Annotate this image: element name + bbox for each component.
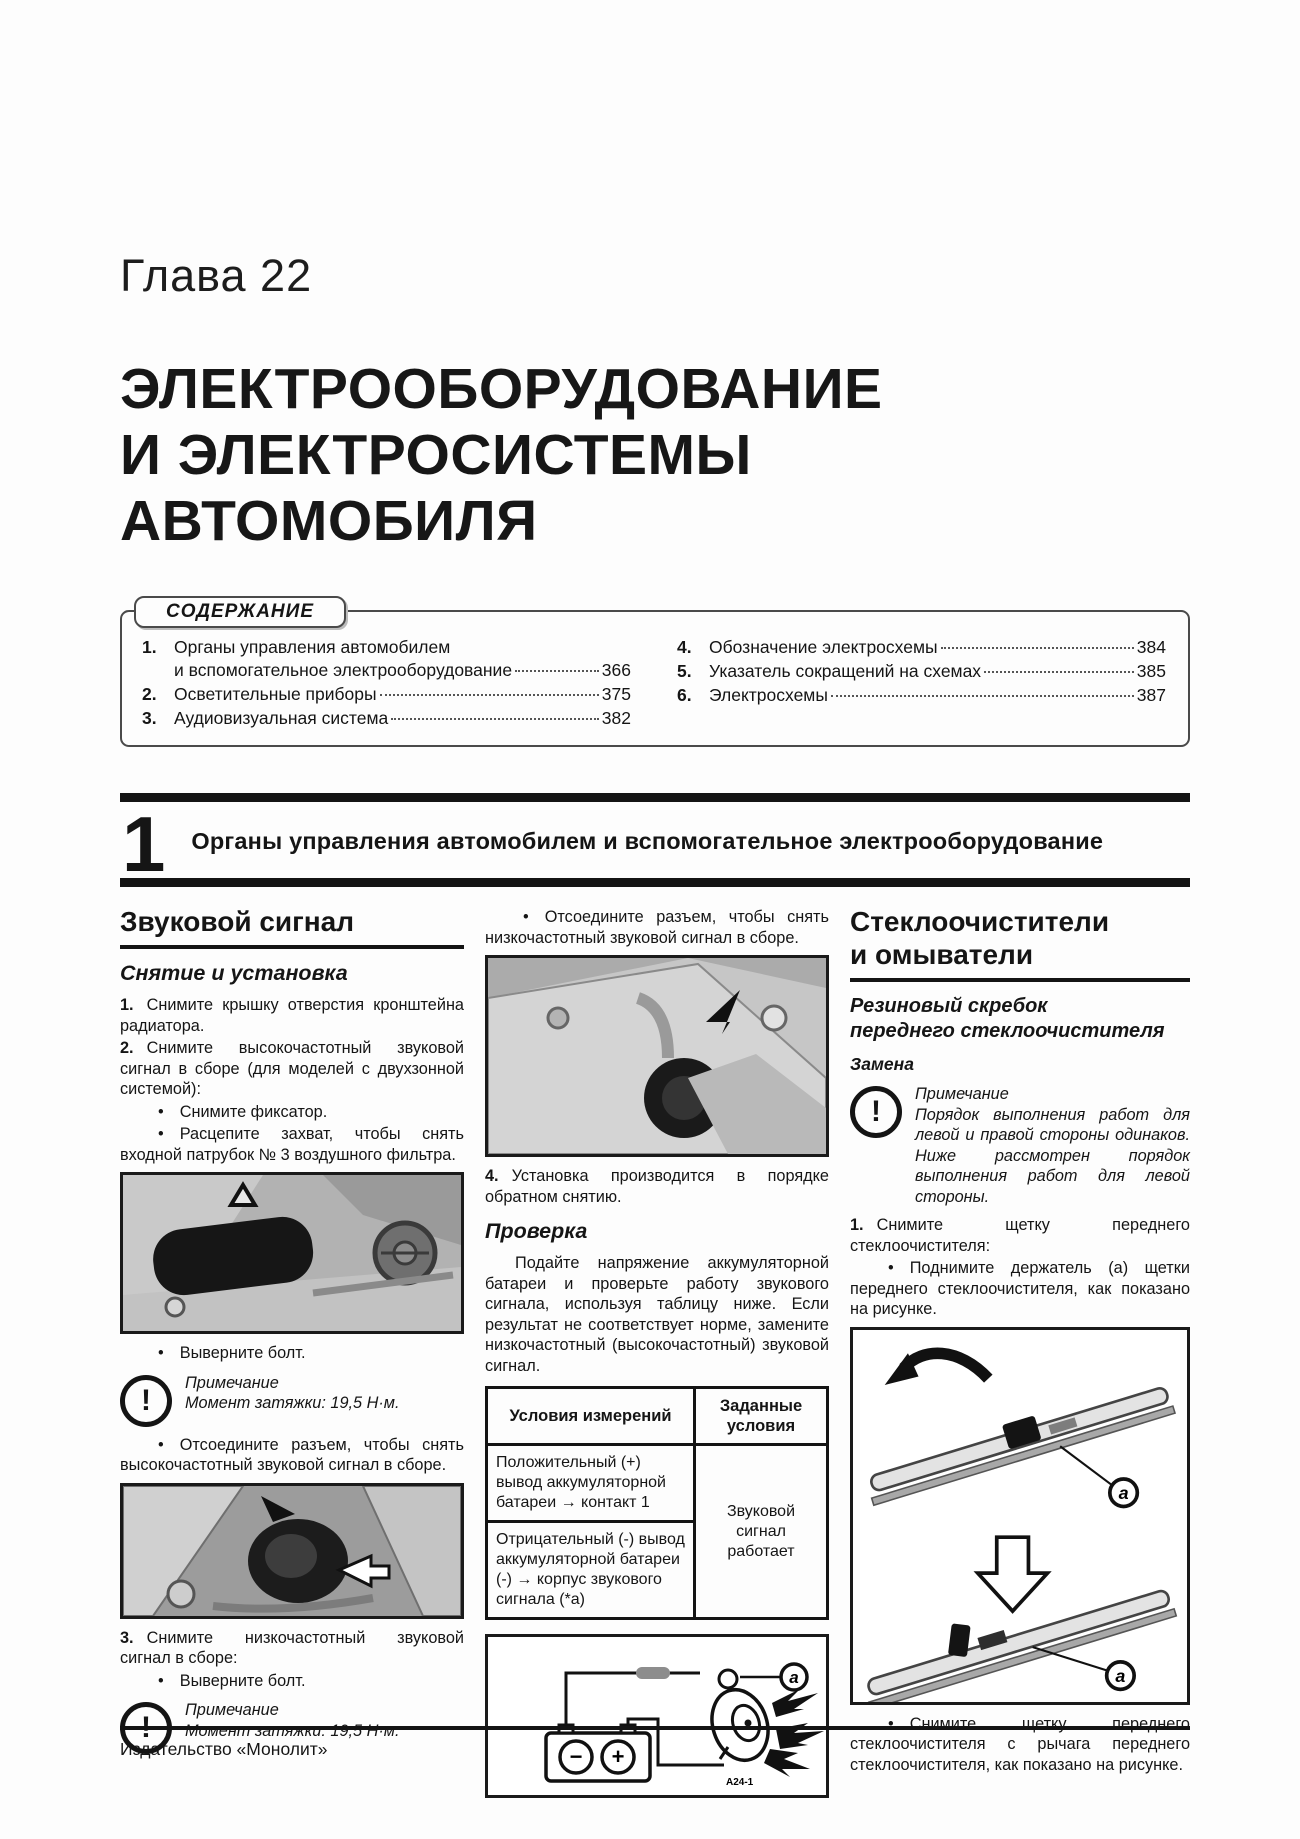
toc-entry-page: 385 — [1136, 661, 1166, 681]
bullet-item — [120, 1343, 464, 1364]
bullet-icon: • — [158, 1344, 164, 1362]
note-title: Примечание — [185, 1373, 279, 1392]
toc-box — [120, 601, 1190, 747]
subheading-line2: переднего стеклоочистителя — [850, 1020, 1165, 1042]
toc-entry — [677, 684, 1166, 707]
exclamation-icon: ! — [850, 1086, 902, 1138]
step-text: Снимите щетку переднего стеклоочистителя: — [850, 1216, 1190, 1255]
note-text: Момент затяжки: 19,5 Н·м. — [185, 1721, 400, 1740]
step-text: Установка производится в порядке обратном снятию. — [485, 1167, 829, 1206]
bullet-item — [850, 1258, 1190, 1320]
chapter-title-line3: АВТОМОБИЛЯ — [120, 489, 538, 553]
subheading-check: Проверка — [485, 1219, 588, 1243]
dotted-leader — [391, 718, 599, 720]
topic-heading-line1: Стеклоочистители — [850, 906, 1110, 937]
subheading-removal-installation: Снятие и установка — [120, 961, 348, 985]
bullet-text: Снимите фиксатор. — [179, 1102, 328, 1121]
bullet-item — [120, 1671, 464, 1692]
bullet-item — [120, 1102, 464, 1123]
bolt — [762, 1006, 786, 1030]
toc-entry-number: 6. — [677, 685, 692, 705]
note-block — [120, 1373, 464, 1427]
toc-entry — [142, 683, 631, 706]
section-title: Органы управления автомобилем и вспомогательное электрооборудование — [191, 827, 1104, 854]
page-footer — [120, 1726, 1190, 1760]
label-a: a — [1115, 1665, 1126, 1686]
table-cell-negative: Отрицательный (-) вывод аккумуляторной батареи (-) → корпус звукового сигнала (*а) — [487, 1522, 695, 1619]
toc-columns — [142, 636, 1166, 731]
bolt — [166, 1298, 184, 1316]
bullet-icon: • — [158, 1125, 164, 1143]
body-paragraph: Подайте напряжение аккумуляторной батареи и проверьте работу звукового сигнала, используя таблицу ниже. Если результат не соответствует норме, замените низкочастотный (высокочастотный) звуковой сигнал. — [485, 1254, 829, 1375]
dotted-leader — [941, 647, 1134, 649]
toc-entry-text: Обозначение электросхемы — [709, 637, 938, 657]
column-left — [120, 901, 464, 1807]
bullet-item — [120, 1124, 464, 1165]
step-text: Снимите низкочастотный звуковой сигнал в сборе: — [120, 1628, 464, 1667]
bullet-icon: • — [158, 1435, 164, 1454]
bullet-text: Снимите щетку переднего стеклоочистителя с рычага переднего стеклоочистителя, как показано на рисунке. — [850, 1714, 1190, 1774]
toc-entry — [142, 707, 631, 730]
table-header-target: Заданные условия — [695, 1388, 828, 1445]
toc-entry-text: Органы управления автомобилем — [174, 637, 451, 657]
column-middle — [485, 901, 829, 1807]
bolt — [168, 1581, 194, 1607]
exclamation-icon: ! — [120, 1375, 172, 1427]
dotted-leader — [831, 695, 1134, 697]
bullet-text: Расцепите захват, чтобы снять входной патрубок № 3 воздушного фильтра. — [120, 1125, 464, 1164]
photo-engine-bay — [120, 1172, 464, 1334]
toc-entry-body — [174, 636, 631, 682]
toc-entry — [677, 636, 1166, 659]
step-paragraph — [485, 1166, 829, 1207]
table-row — [487, 1445, 828, 1522]
note-title: Примечание — [185, 1701, 279, 1719]
step-paragraph — [120, 995, 464, 1036]
topic-heading-wipers — [850, 905, 1190, 982]
step-number: 1. — [850, 1216, 864, 1234]
photo-horn-on-body — [485, 955, 829, 1157]
table-header-conditions: Условия измерений — [487, 1388, 695, 1445]
toc-entry-number: 4. — [677, 637, 692, 657]
toc-entry-page: 387 — [1136, 685, 1166, 705]
toc-header: СОДЕРЖАНИЕ — [134, 596, 346, 628]
toc-entry-text: Электросхемы — [709, 685, 828, 705]
bullet-text: Отсоедините разъем, чтобы снять низкочастотный звуковой сигнал в сборе. — [485, 908, 829, 947]
bullet-text: Отсоедините разъем, чтобы снять высокочастотный звуковой сигнал в сборе. — [120, 1435, 464, 1474]
dotted-leader — [380, 694, 599, 696]
step-text: Снимите высокочастотный звуковой сигнал в сборе (для моделей с двухзонной системой): — [120, 1039, 464, 1098]
toc-entry-text: и вспомогательное электрооборудование — [174, 660, 513, 680]
measurement-table — [485, 1386, 829, 1620]
bullet-icon: • — [158, 1671, 164, 1690]
toc-entry-page: 366 — [601, 660, 631, 680]
toc-entry-page: 384 — [1136, 637, 1166, 657]
step-paragraph — [120, 1038, 464, 1100]
battery-plus-label: + — [611, 1744, 625, 1769]
inline-connector — [636, 1667, 670, 1679]
chapter-label: Глава 22 — [120, 250, 313, 301]
toc-column-left — [142, 636, 631, 731]
bullet-icon: • — [523, 908, 529, 926]
step-paragraph — [120, 1628, 464, 1669]
subheading-line1: Резиновый скребок — [850, 995, 1048, 1017]
horn-test-circuit-diagram — [485, 1634, 829, 1798]
note-text: Момент затяжки: 19,5 Н·м. — [185, 1394, 400, 1412]
toc-entry — [142, 636, 631, 682]
chapter-title-line2: И ЭЛЕКТРОСИСТЕМЫ — [120, 423, 752, 487]
bullet-item — [120, 1435, 464, 1476]
note-title: Примечание — [915, 1085, 1009, 1103]
toc-entry-text: Указатель сокращений на схемах — [709, 661, 982, 681]
toc-entry — [677, 660, 1166, 683]
step-paragraph — [850, 1215, 1190, 1256]
table-header-row — [487, 1388, 828, 1445]
step-number: 3. — [120, 1628, 134, 1647]
dotted-leader — [984, 671, 1134, 673]
bullet-text: Выверните болт. — [179, 1344, 306, 1362]
toc-entry-page: 382 — [601, 708, 631, 728]
exclamation-icon: ! — [120, 1702, 172, 1754]
note-block — [850, 1084, 1190, 1207]
section-number: 1 — [122, 800, 166, 888]
toc-entry-text: Аудиовизуальная система — [174, 708, 389, 728]
step-text: Снимите крышку отверстия кронштейна радиатора. — [120, 996, 464, 1035]
label-a: a — [1118, 1482, 1129, 1503]
bullet-icon: • — [888, 1714, 894, 1733]
body-columns — [120, 901, 1190, 1807]
note-text: Порядок выполнения работ для левой и правой стороны одинаков. Ниже рассмотрен порядок выполнения работ для левой стороны. — [915, 1105, 1190, 1206]
chapter-title — [120, 356, 1190, 554]
subheading-replacement: Замена — [850, 1054, 914, 1074]
toc-entry-number: 5. — [677, 661, 692, 681]
section-banner — [120, 793, 1190, 887]
step-number: 2. — [120, 1039, 134, 1057]
chapter-title-line1: ЭЛЕКТРООБОРУДОВАНИЕ — [120, 357, 883, 421]
toc-entry-number: 1. — [142, 637, 157, 657]
topic-heading-line2: и омыватели — [850, 939, 1034, 970]
toc-column-right — [677, 636, 1166, 731]
step-number: 4. — [485, 1167, 499, 1185]
label-a: a — [789, 1668, 799, 1687]
battery-minus-label: − — [569, 1744, 583, 1769]
connector-code-label: A24-1 — [726, 1777, 754, 1788]
toc-entry-number: 3. — [142, 708, 157, 728]
step-number: 1. — [120, 996, 134, 1014]
bullet-text: Поднимите держатель (а) щетки переднего стеклоочистителя, как показано на рисунке. — [850, 1259, 1190, 1318]
publisher-label: Издательство «Монолит» — [120, 1739, 328, 1759]
wiper-blade-diagram — [850, 1327, 1190, 1705]
dotted-leader — [515, 670, 599, 672]
blade-holder-raised — [948, 1623, 971, 1657]
bullet-text: Выверните болт. — [179, 1671, 306, 1690]
subheading-wiper-rubber — [850, 994, 1190, 1044]
photo-horn-closeup — [120, 1483, 464, 1619]
table-cell-result: Звуковой сигнал работает — [695, 1445, 828, 1619]
toc-entry-page: 375 — [601, 684, 631, 704]
table-cell-positive: Положительный (+) вывод аккумуляторной батареи → контакт 1 — [487, 1445, 695, 1522]
toc-entry-text: Осветительные приборы — [174, 684, 377, 704]
bolt — [548, 1008, 568, 1028]
topic-heading-horn: Звуковой сигнал — [120, 905, 464, 949]
bullet-icon: • — [888, 1259, 894, 1277]
bullet-item — [485, 907, 829, 948]
bullet-icon: • — [158, 1102, 164, 1121]
column-right — [850, 901, 1190, 1807]
toc-entry-number: 2. — [142, 684, 157, 704]
